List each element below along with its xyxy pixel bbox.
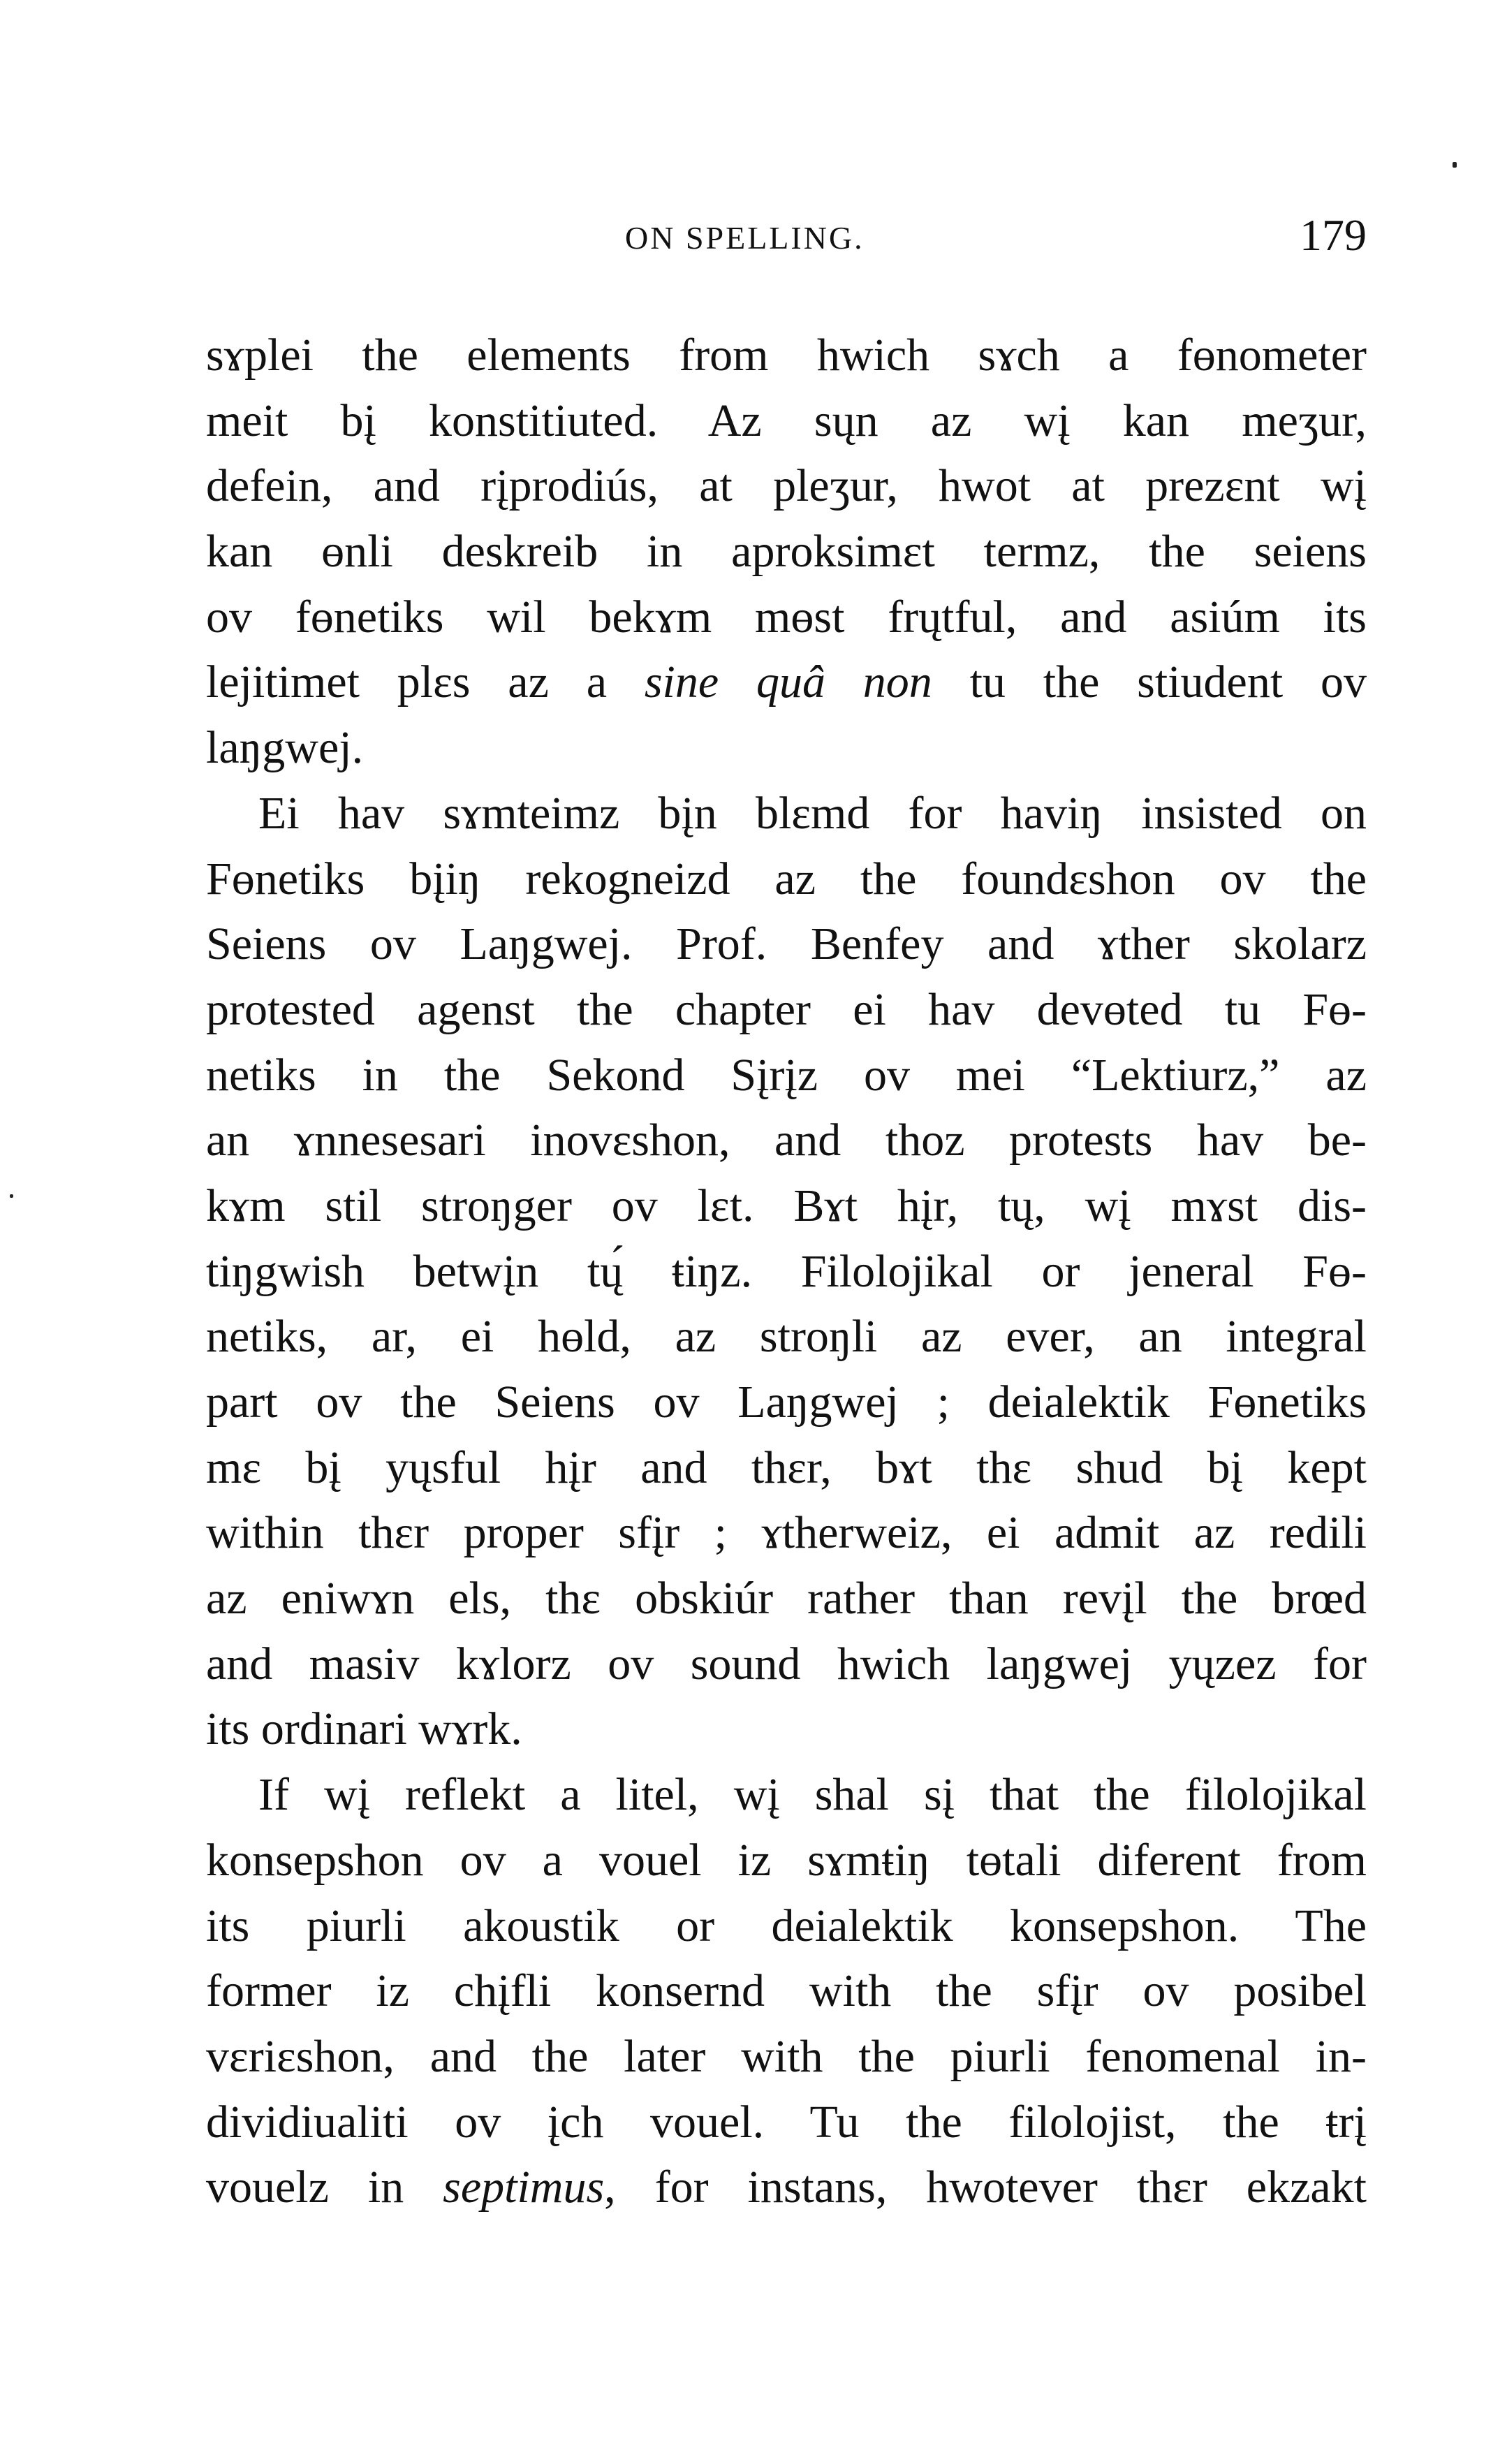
text-line: Ei hav sɤmteimz bįn blɛmd for haviŋ insisted on bbox=[258, 787, 1367, 839]
text-line: Fɵnetiks bįiŋ rekogneizd az the foundɛshon ov the bbox=[206, 853, 1367, 904]
text-line: part ov the Seiens ov Laŋgwej ; deialektik Fɵnetiks bbox=[206, 1377, 1367, 1428]
paragraph bbox=[206, 323, 1367, 781]
text-line: If wį reflekt a litel, wį shal sį that the filolojikal bbox=[258, 1769, 1367, 1821]
text-line: ov fɵnetiks wil bekɤm mɵst frųtful, and asiúm its bbox=[206, 591, 1367, 643]
text-line: kan ɵnli deskreib in aproksimɛt termz, the seiens bbox=[206, 526, 1367, 578]
text-line: sɤplei the elements from hwich sɤch a fɵnometer bbox=[206, 330, 1367, 381]
print-speck bbox=[10, 1194, 13, 1198]
text-line: laŋgwej. bbox=[206, 722, 364, 774]
running-head-title: ON SPELLING. bbox=[625, 220, 865, 256]
text-line: netiks, ar, ei hɵld, az stroŋli az ever, an integral bbox=[206, 1311, 1367, 1363]
text-line: its piurli akoustik or deialektik konsepshon. The bbox=[206, 1900, 1367, 1951]
text-line: dividiualiti ov įch vouel. Tu the filolojist, the ŧrį bbox=[206, 2096, 1367, 2148]
italic-phrase: sine quâ non bbox=[644, 657, 932, 708]
text-segment: lejitimet plɛs az a bbox=[206, 657, 645, 708]
text-line: within thɛr proper sfįr ; ɤtherweiz, ei admit az redili bbox=[206, 1507, 1367, 1559]
text-line: meit bį konstitiuted. Az sųn az wį kan meʒur, bbox=[206, 395, 1367, 446]
text-line: protested agenst the chapter ei hav devɵted tu Fɵ- bbox=[206, 983, 1367, 1035]
text-line: tiŋgwish betwįn tų́ ŧiŋz. Filolojikal or jeneral Fɵ- bbox=[206, 1245, 1367, 1297]
text-line: mɛ bį yųsful hįr and thɛr, bɤt thɛ shud bį kept bbox=[206, 1442, 1367, 1493]
text-line: its ordinari wɤrk. bbox=[206, 1703, 522, 1755]
text-line bbox=[206, 2155, 1367, 2220]
text-line: and masiv kɤlorz ov sound hwich laŋgwej yųzez for bbox=[206, 1638, 1367, 1689]
text-line bbox=[206, 650, 1367, 715]
text-line: Seiens ov Laŋgwej. Prof. Benfey and ɤther skolarz bbox=[206, 918, 1367, 970]
text-segment: vouelz in bbox=[206, 2162, 443, 2213]
paragraph bbox=[206, 781, 1367, 1762]
text-segment: , for instans, hwotever thɛr ekzakt bbox=[604, 2162, 1367, 2213]
text-line: kɤm stil stroŋger ov lɛt. Bɤt hįr, tų, wį mɤst dis- bbox=[206, 1180, 1367, 1231]
text-segment: tu the stiudent ov bbox=[932, 657, 1367, 708]
print-speck bbox=[1453, 162, 1457, 168]
text-line: an ɤnnesesari inovɛshon, and thoz protests hav be- bbox=[206, 1115, 1367, 1166]
text-line: az eniwɤn els, thɛ obskiúr rather than revįl the brœd bbox=[206, 1573, 1367, 1625]
text-line: netiks in the Sekond Sįrįz ov mei “Lektiurz,” az bbox=[206, 1049, 1367, 1101]
text-line: konsepshon ov a vouel iz sɤmŧiŋ tɵtali diferent from bbox=[206, 1834, 1367, 1886]
text-line: former iz chįfli konsernd with the sfįr ov posibel bbox=[206, 1965, 1367, 2017]
text-line: vɛriɛshon, and the later with the piurli fenomenal in- bbox=[206, 2030, 1367, 2082]
text-line: defein, and rįprodiús, at pleʒur, hwot at prezɛnt wį bbox=[206, 460, 1367, 512]
running-head bbox=[206, 210, 1367, 265]
paragraph bbox=[206, 1762, 1367, 2220]
body-text bbox=[206, 323, 1367, 2220]
page-number: 179 bbox=[1300, 210, 1367, 260]
italic-phrase: septimus bbox=[443, 2162, 605, 2213]
